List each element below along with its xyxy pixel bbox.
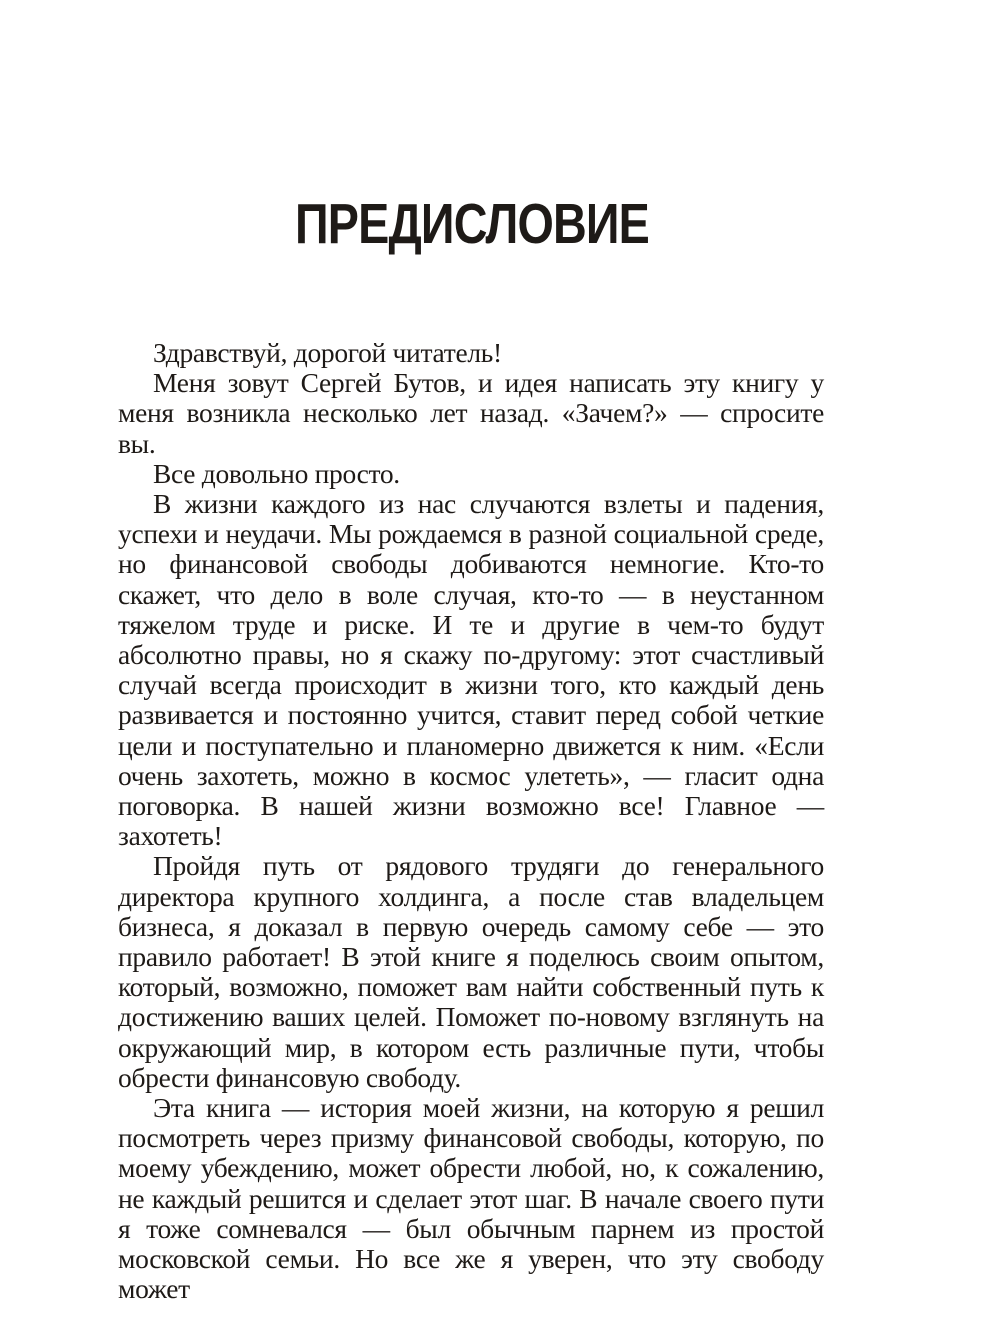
paragraph-simple: Все довольно просто. [153, 457, 400, 489]
chapter-body [118, 338, 824, 1305]
paragraph-life-ups-downs: В жизни каждого из нас случаются взлеты и падения, успехи и неудачи. Мы рождаемся в разной социальной среде, но финансовой свободы добиваются немногие. Кто-то скажет, что дело в воле случая, кто-то — в неустанном тяжелом труде и риске. И те и другие в чем-то будут абсолютно правы, но я скажу по-другому: этот счастливый случай всегда происходит в жизни того, кто каждый день развивается и постоянно учится, ставит перед собой четкие цели и поступательно и планомерно движется к ним. «Если очень захотеть, можно в космос улететь», — гласит одна поговорка. В нашей жизни возможно все! Главное — захотеть! [118, 488, 824, 852]
paragraph-career-path: Пройдя путь от рядового трудяги до генерального директора крупного холдинга, а после став владельцем бизнеса, я доказал в первую очередь самому себе — это правило работает! В этой книге я поделюсь своим опытом, который, возможно, поможет вам найти собственный путь к достижению ваших целей. Поможет по-новому взглянуть на окружающий мир, в котором есть различные пути, чтобы обрести финансовую свободу. [118, 850, 824, 1093]
chapter-title: ПРЕДИСЛОВИЕ [294, 192, 650, 256]
paragraph-greeting: Здравствуй, дорогой читатель! [153, 337, 502, 368]
paragraph-book-story: Эта книга — история моей жизни, на которую я решил посмотреть через призму финансовой свободы, которую, по моему убеждению, может обрести любой, но, к сожалению, не каждый решится и сделает этот шаг. В начале своего пути я тоже сомневался — был обычным парнем из простой московской семьи. Но все же я уверен, что эту свободу может [118, 1092, 824, 1305]
paragraph-introduction: Меня зовут Сергей Бутов, и идея написать эту книгу у меня возникла несколько лет назад. «Зачем?» — спросите вы. [118, 367, 824, 459]
